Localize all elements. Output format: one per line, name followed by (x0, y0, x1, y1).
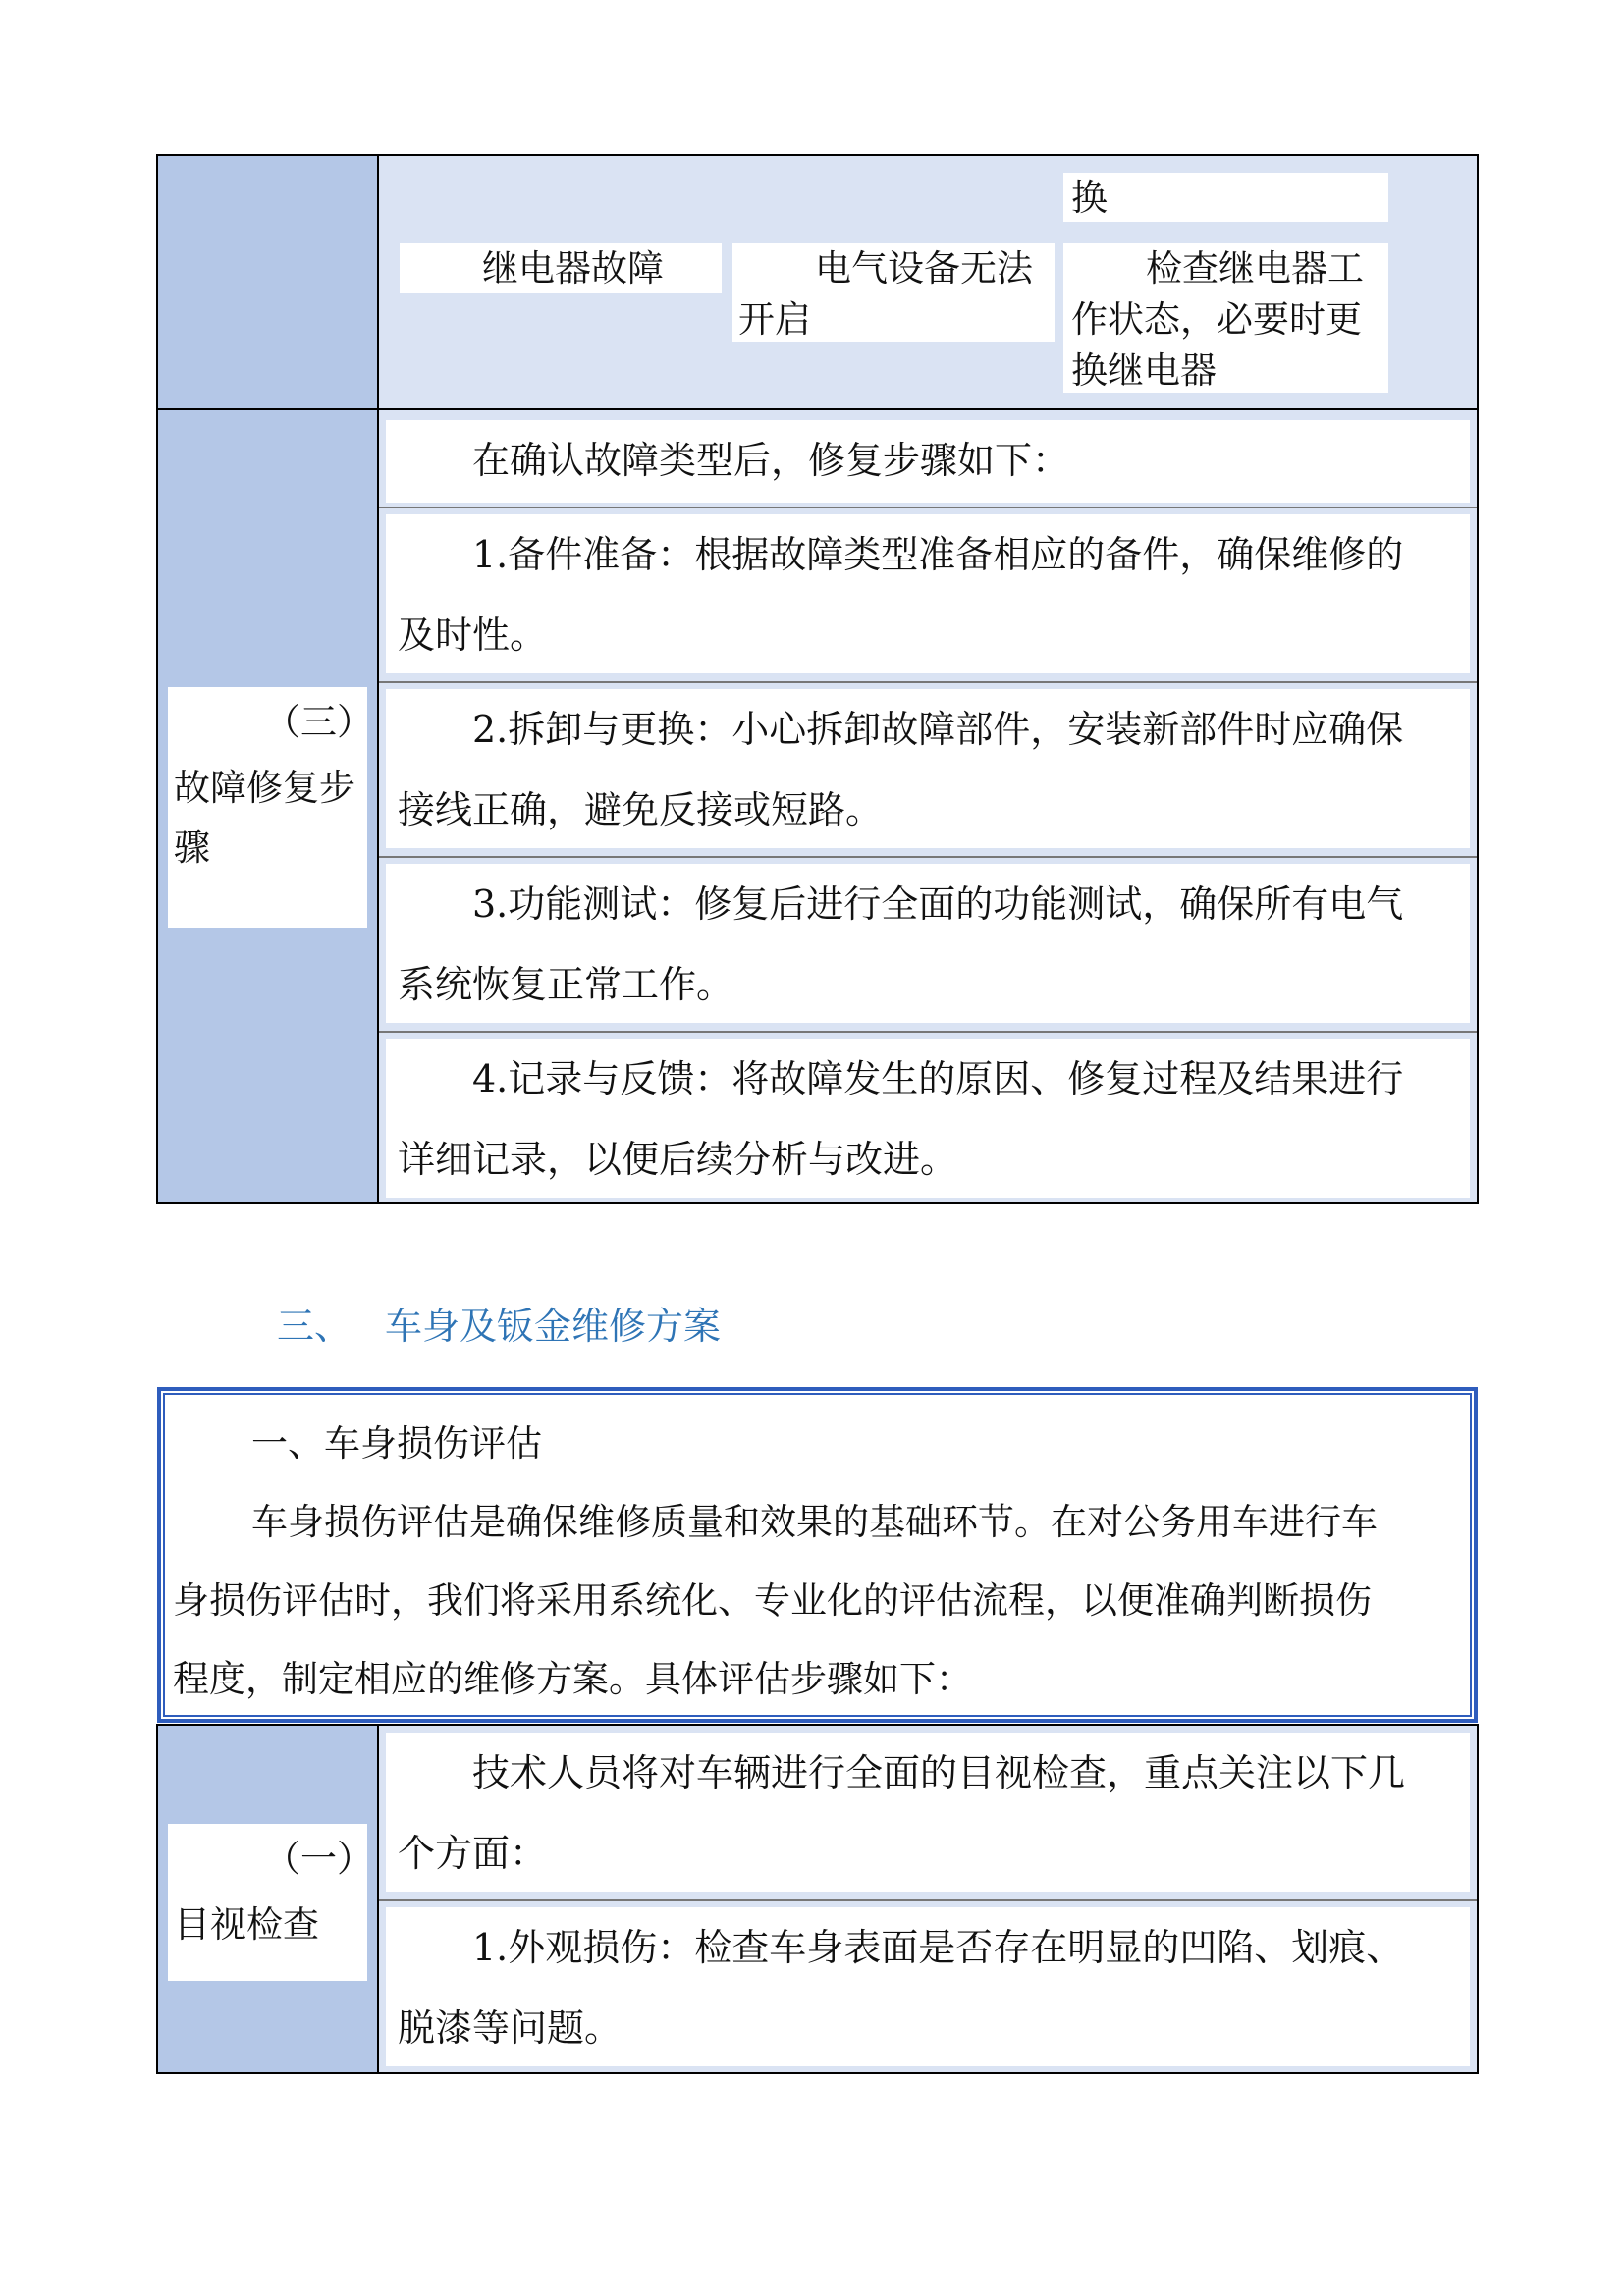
table-border (156, 154, 158, 1204)
repair-step-row (386, 689, 1470, 848)
intro-box (157, 1387, 1478, 1723)
inspection-row-2-line-1: 1.外观损伤：检查车身表面是否存在明显的凹陷、划痕、 (472, 1926, 1404, 1969)
heading-number: 三、 (277, 1305, 352, 1348)
row-divider (378, 1899, 1478, 1901)
repair-intro: 在确认故障类型后，修复步骤如下： (472, 439, 1070, 482)
section-label-line-2: 故障修复步 (174, 767, 355, 809)
repair-step-2-line-1: 2.拆卸与更换：小心拆卸故障部件，安装新部件时应确保 (472, 708, 1404, 751)
table-border (156, 2072, 1479, 2074)
solution-line-3: 换继电器 (1071, 349, 1217, 392)
inspection-row (386, 1907, 1470, 2066)
intro-para-line-2: 身损伤评估时，我们将采用系统化、专业化的评估流程，以便准确判断损伤 (173, 1579, 1372, 1622)
section-label-line-1: （三） (264, 701, 373, 743)
repair-step-4-line-2: 详细记录，以便后续分析与改进。 (398, 1138, 958, 1181)
symptom-line-1: 电气设备无法 (815, 247, 1033, 290)
row-divider (378, 1031, 1478, 1033)
repair-step-3-line-2: 系统恢复正常工作。 (398, 963, 734, 1006)
table-border (156, 1724, 1479, 1726)
repair-step-3-line-1: 3.功能测试：修复后进行全面的功能测试，确保所有电气 (472, 882, 1404, 926)
row-divider (378, 856, 1478, 858)
intro-para-line-1: 车身损伤评估是确保维修质量和效果的基础环节。在对公务用车进行车 (251, 1501, 1378, 1543)
section-label-cell (168, 1824, 373, 1981)
row-divider (378, 681, 1478, 683)
inspection-row (386, 1733, 1470, 1892)
fault-name-cell (400, 243, 722, 293)
repair-step-row (386, 514, 1470, 673)
fault-name: 继电器故障 (482, 247, 664, 290)
prev-solution-tail: 换 (1071, 177, 1108, 219)
table-border (156, 408, 1479, 410)
intro-subtitle: 一、车身损伤评估 (251, 1422, 542, 1465)
table-border (1477, 154, 1479, 1204)
section-label-line-3: 骤 (174, 827, 210, 869)
fault-symptom-cell (732, 243, 1055, 342)
repair-step-row (386, 1039, 1470, 1198)
table-border (156, 1202, 1479, 1204)
section-heading (277, 1301, 722, 1352)
prev-solution-tail-cell (1063, 173, 1388, 222)
inspection-row-2-line-2: 脱漆等问题。 (398, 2006, 623, 2050)
repair-step-row (386, 864, 1470, 1023)
symptom-line-2: 开启 (738, 298, 811, 341)
section-label-line-1: （一） (264, 1838, 373, 1880)
repair-step-2-line-2: 接线正确，避免反接或短路。 (398, 788, 884, 831)
table-border (377, 154, 379, 1204)
repair-step-4-line-1: 4.记录与反馈：将故障发生的原因、修复过程及结果进行 (472, 1057, 1404, 1100)
solution-line-2: 作状态，必要时更 (1071, 298, 1362, 341)
table-border (156, 1724, 158, 2074)
section-label-cell (168, 687, 373, 928)
fault-solution-cell (1063, 243, 1388, 393)
repair-step-1-line-1: 1.备件准备：根据故障类型准备相应的备件，确保维修的 (472, 533, 1404, 576)
row-divider (378, 507, 1478, 508)
section-label-line-2: 目视检查 (174, 1903, 319, 1946)
left-column-bg (157, 155, 378, 1203)
repair-step-1-line-2: 及时性。 (398, 614, 548, 657)
heading-title: 车身及钣金维修方案 (385, 1305, 722, 1348)
solution-line-1: 检查继电器工 (1146, 247, 1364, 290)
table-border (1477, 1724, 1479, 2074)
intro-para-line-3: 程度，制定相应的维修方案。具体评估步骤如下： (173, 1658, 972, 1700)
repair-intro-row (386, 420, 1470, 503)
inspection-row-1-line-2: 个方面： (398, 1832, 548, 1875)
table-border (377, 1724, 379, 2074)
table-border (156, 154, 1479, 156)
inspection-row-1-line-1: 技术人员将对车辆进行全面的目视检查，重点关注以下几 (472, 1751, 1406, 1794)
